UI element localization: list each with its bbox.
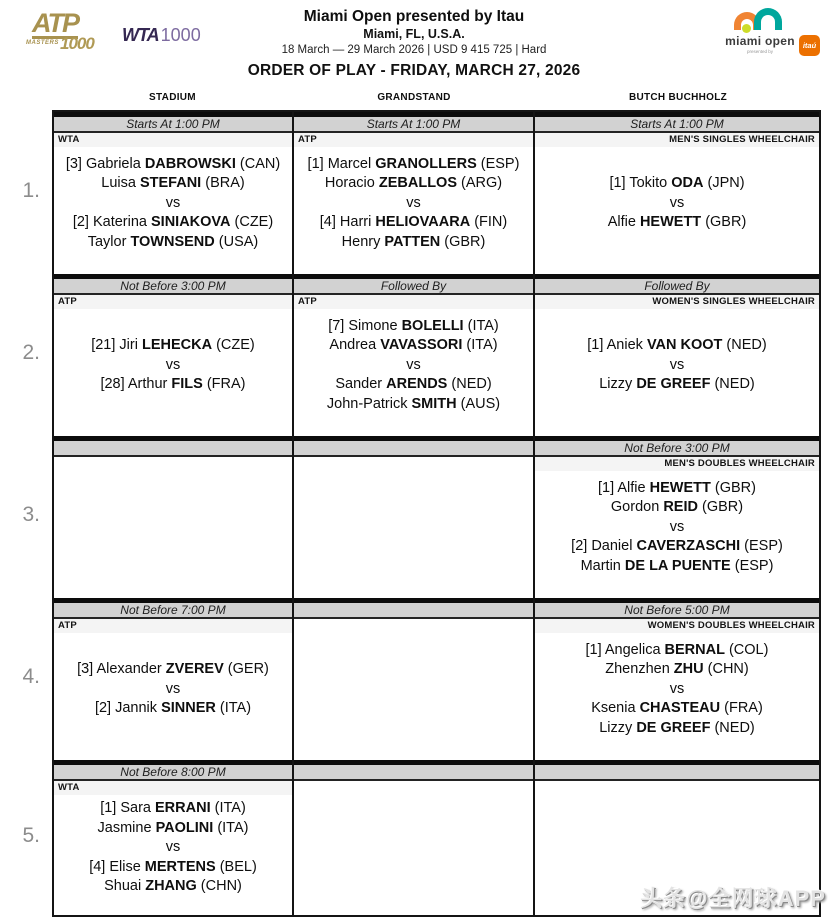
player-line: [3] Gabriela DABROWSKI (CAN) xyxy=(65,155,281,172)
category-label: WTA xyxy=(54,781,292,795)
match-text xyxy=(54,633,292,760)
player-line: [21] Jiri LEHECKA (CZE) xyxy=(91,337,255,354)
match-text xyxy=(535,471,819,598)
match-text xyxy=(535,633,819,760)
category-label: MEN'S SINGLES WHEELCHAIR xyxy=(535,133,819,147)
category-label: WOMEN'S DOUBLES WHEELCHAIR xyxy=(535,619,819,633)
category-label: WOMEN'S SINGLES WHEELCHAIR xyxy=(535,295,819,309)
time-slot-label xyxy=(294,765,533,781)
time-slot-label xyxy=(294,603,533,619)
match-text xyxy=(54,795,292,915)
schedule-row xyxy=(54,436,819,598)
player-line: Taylor TOWNSEND (USA) xyxy=(87,233,259,250)
vs-label: vs xyxy=(669,518,685,535)
player-line: Andrea VAVASSORI (ITA) xyxy=(329,337,498,354)
player-line: [1] Alfie HEWETT (GBR) xyxy=(598,479,756,496)
player-line: [1] Aniek VAN KOOT (NED) xyxy=(587,337,767,354)
time-slot-label: Starts At 1:00 PM xyxy=(535,117,819,133)
match-text xyxy=(54,457,292,598)
player-line: Lizzy DE GREEF (NED) xyxy=(599,376,755,393)
match-cell xyxy=(294,760,535,915)
match-text xyxy=(294,781,533,915)
vs-label: vs xyxy=(669,680,685,697)
schedule-row xyxy=(54,274,819,436)
player-line: John-Patrick SMITH (AUS) xyxy=(326,395,501,412)
match-cell xyxy=(54,760,294,915)
order-of-play-title: ORDER OF PLAY - FRIDAY, MARCH 27, 2026 xyxy=(247,62,581,79)
player-line: [2] Katerina SINIAKOVA (CZE) xyxy=(72,214,274,231)
court-column-headers xyxy=(52,92,821,103)
category-label: ATP xyxy=(294,133,533,147)
player-line: [2] Jannik SINNER (ITA) xyxy=(94,700,252,717)
player-line: Lizzy DE GREEF (NED) xyxy=(599,719,755,736)
presented-by-label: presented by xyxy=(746,49,774,54)
vs-label: vs xyxy=(165,839,181,856)
player-line: Henry PATTEN (GBR) xyxy=(341,233,486,250)
match-cell xyxy=(54,598,294,760)
player-line: [1] Sara ERRANI (ITA) xyxy=(100,800,246,817)
atp-masters-1000-logo xyxy=(26,10,112,54)
row-number: 5. xyxy=(22,823,40,847)
atp-logo-text: ATP xyxy=(32,8,78,38)
match-cell xyxy=(535,436,819,598)
time-slot-label xyxy=(535,765,819,781)
match-text xyxy=(294,309,533,436)
match-text xyxy=(294,619,533,760)
row-number: 2. xyxy=(22,341,40,364)
match-cell xyxy=(54,436,294,598)
time-slot-label: Starts At 1:00 PM xyxy=(54,117,292,133)
time-slot-label xyxy=(294,441,533,457)
player-line: Sander ARENDS (NED) xyxy=(335,376,492,393)
tour-logos xyxy=(26,10,201,54)
vs-label: vs xyxy=(165,680,181,697)
player-line: Jasmine PAOLINI (ITA) xyxy=(97,819,249,836)
category-label: ATP xyxy=(54,619,292,633)
ball-dot-icon xyxy=(742,24,751,33)
player-line: Alfie HEWETT (GBR) xyxy=(607,214,747,231)
player-line: Martin DE LA PUENTE (ESP) xyxy=(580,557,774,574)
column-header-butch-buchholz: BUTCH BUCHHOLZ xyxy=(628,92,728,103)
player-line: [4] Harri HELIOVAARA (FIN) xyxy=(319,214,508,231)
player-line: Shuai ZHANG (CHN) xyxy=(104,878,242,895)
time-slot-label: Not Before 5:00 PM xyxy=(535,603,819,619)
miami-open-logo xyxy=(704,6,816,58)
time-slot-label: Not Before 7:00 PM xyxy=(54,603,292,619)
vs-label: vs xyxy=(406,194,421,211)
match-text xyxy=(535,147,819,274)
itau-sponsor-logo: itaú xyxy=(799,35,820,56)
row-number: 3. xyxy=(22,503,40,526)
player-line: Gordon REID (GBR) xyxy=(610,499,744,516)
match-text xyxy=(535,309,819,436)
match-cell xyxy=(294,436,535,598)
row-number: 4. xyxy=(22,665,40,688)
wta-1000-logo xyxy=(122,25,201,46)
player-line: [2] Daniel CAVERZASCHI (ESP) xyxy=(571,538,783,555)
time-slot-label: Starts At 1:00 PM xyxy=(294,117,533,133)
wta-logo-text: WTA xyxy=(122,24,159,45)
tournament-title: Miami Open presented by Itau xyxy=(303,8,525,25)
time-slot-label: Not Before 8:00 PM xyxy=(54,765,292,781)
category-label: ATP xyxy=(294,295,533,309)
vs-label: vs xyxy=(406,356,421,373)
schedule-table xyxy=(52,110,821,917)
player-line: [1] Angelica BERNAL (COL) xyxy=(585,641,769,658)
match-cell xyxy=(535,274,819,436)
miami-open-arches-icon xyxy=(730,6,790,34)
tournament-header xyxy=(214,8,614,56)
match-cell xyxy=(535,112,819,274)
wta-1000-label: 1000 xyxy=(160,24,201,45)
player-line: [7] Simone BOLELLI (ITA) xyxy=(328,317,499,334)
player-line: [1] Marcel GRANOLLERS (ESP) xyxy=(307,155,520,172)
time-slot-label: Not Before 3:00 PM xyxy=(535,441,819,457)
player-line: [3] Alexander ZVEREV (GER) xyxy=(77,661,269,678)
player-line: Zhenzhen ZHU (CHN) xyxy=(605,661,749,678)
vs-label: vs xyxy=(165,356,181,373)
schedule-row xyxy=(54,598,819,760)
player-line: Ksenia CHASTEAU (FRA) xyxy=(591,700,763,717)
column-header-grandstand: GRANDSTAND xyxy=(377,92,451,103)
vs-label: vs xyxy=(165,194,181,211)
time-slot-label xyxy=(54,441,292,457)
time-slot-label: Not Before 3:00 PM xyxy=(54,279,292,295)
match-text xyxy=(294,457,533,598)
player-line: Luisa STEFANI (BRA) xyxy=(101,175,245,192)
match-text xyxy=(54,309,292,436)
player-line: [4] Elise MERTENS (BEL) xyxy=(89,858,257,875)
match-text xyxy=(294,147,533,274)
time-slot-label: Followed By xyxy=(535,279,819,295)
player-line: [28] Arthur FILS (FRA) xyxy=(100,376,246,393)
category-label: WTA xyxy=(54,133,292,147)
miami-open-wordmark: miami open xyxy=(725,34,795,48)
teal-arch-icon xyxy=(754,8,782,30)
match-cell xyxy=(294,112,535,274)
atp-1000-label: 1000 xyxy=(60,34,94,53)
match-cell xyxy=(535,598,819,760)
tournament-location: Miami, FL, U.S.A. xyxy=(363,27,465,41)
category-label: ATP xyxy=(54,295,292,309)
player-line: [1] Tokito ODA (JPN) xyxy=(609,175,745,192)
tournament-details: 18 March — 29 March 2026 | USD 9 415 725 | Hard xyxy=(281,44,547,56)
match-cell xyxy=(54,112,294,274)
vs-label: vs xyxy=(669,356,685,373)
player-line: Horacio ZEBALLOS (ARG) xyxy=(324,175,503,192)
time-slot-label: Followed By xyxy=(294,279,533,295)
vs-label: vs xyxy=(669,194,685,211)
match-cell xyxy=(54,274,294,436)
row-numbers xyxy=(0,110,46,913)
atp-masters-label: MASTERS xyxy=(26,40,59,46)
category-label: MEN'S DOUBLES WHEELCHAIR xyxy=(535,457,819,471)
column-header-stadium: STADIUM xyxy=(149,92,196,103)
watermark: 头条@全网球APP xyxy=(640,886,826,911)
schedule-row xyxy=(54,112,819,274)
match-cell xyxy=(294,274,535,436)
row-number: 1. xyxy=(22,179,40,202)
match-text xyxy=(54,147,292,274)
match-cell xyxy=(294,598,535,760)
